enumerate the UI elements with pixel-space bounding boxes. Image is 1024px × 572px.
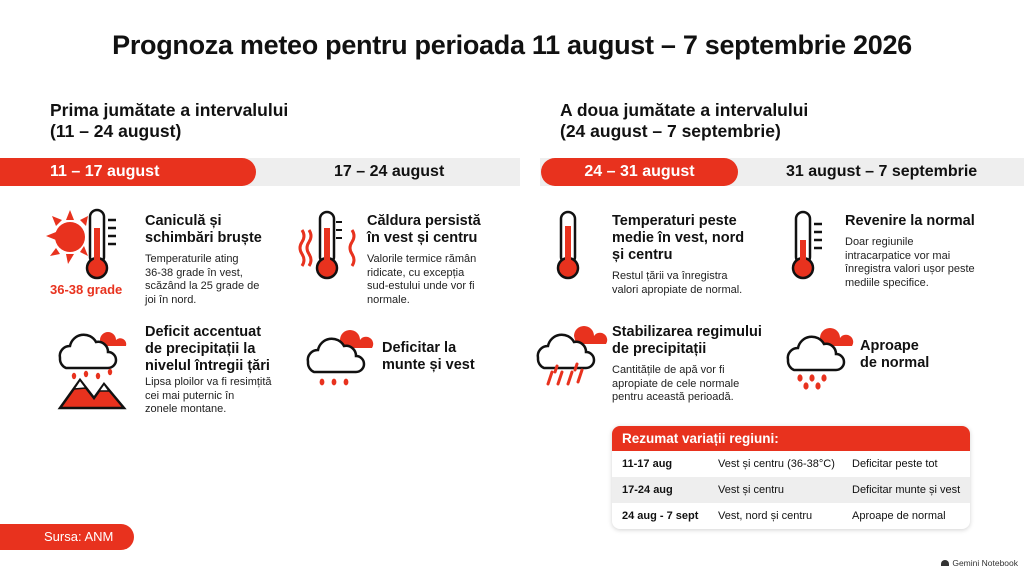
row-period: 24 aug - 7 sept <box>622 510 699 522</box>
heading-line: munte și vest <box>382 357 475 373</box>
heading-line: Caniculă și <box>145 213 222 229</box>
card-text <box>145 376 305 417</box>
heading-line: nivelul întregii țări <box>145 358 270 374</box>
text-line: Restul țării va înregistra <box>612 270 728 282</box>
tab-week-2: 17 – 24 august <box>334 163 445 180</box>
text-line: înregistra valori ușor peste <box>845 263 975 275</box>
card-text <box>612 364 782 405</box>
card-heading <box>145 213 295 247</box>
heading-line: schimbări bruște <box>145 230 262 246</box>
brand-text: Gemini Notebook <box>952 558 1018 568</box>
first-half-title <box>50 100 288 142</box>
cloud-heavy-rain-icon <box>532 322 608 390</box>
cloud-rain-icon <box>782 324 854 390</box>
card-heading <box>860 338 980 372</box>
text-line: valori apropiate de normal. <box>612 283 743 296</box>
week2-card-precipitation <box>382 340 502 374</box>
heading-line: Temperaturi peste <box>612 213 737 229</box>
heading-line: Aproape <box>860 338 919 354</box>
thermometer-icon <box>790 210 830 282</box>
week3-card-heat <box>612 213 772 297</box>
second-half-title-line2: (24 august – 7 septembrie) <box>560 121 781 141</box>
text-line: Cantitățile de apă vor fi <box>612 364 725 376</box>
card-text <box>845 236 995 290</box>
notebook-icon <box>941 560 949 566</box>
heading-line: Revenire la normal <box>845 213 975 229</box>
heading-line: de normal <box>860 355 930 371</box>
week4-card-precipitation <box>860 338 980 372</box>
heading-line: de precipitații <box>612 341 707 357</box>
page-title: Prognoza meteo pentru perioada 11 august – 7 septembrie 2026 <box>112 30 912 60</box>
row-precipitation: Deficitar munte și vest <box>852 484 961 496</box>
card-heading <box>145 324 305 375</box>
heading-line: medie în vest, nord <box>612 230 745 246</box>
card-heading <box>845 213 995 230</box>
first-half-title-line2: (11 – 24 august) <box>50 121 182 141</box>
tab-week-3: 24 – 31 august <box>541 158 738 186</box>
cloud-rain-icon <box>302 326 374 392</box>
mountains-icon <box>60 380 124 408</box>
text-line: 36-38 grade în vest, <box>145 266 243 279</box>
text-line: Lipsa ploilor va fi resimțită <box>145 376 272 388</box>
text-line: normale. <box>367 293 410 306</box>
table-row <box>612 451 970 477</box>
card-heading <box>367 213 517 247</box>
table-row <box>612 503 970 529</box>
text-line: pentru această perioadă. <box>612 391 734 403</box>
week4-card-heat <box>845 213 995 290</box>
text-line: sud-estului unde vor fi <box>367 280 475 292</box>
card-heading <box>382 340 502 374</box>
tab-week-4: 31 august – 7 septembrie <box>786 163 978 180</box>
first-half-title-line1: Prima jumătate a intervalului <box>50 100 289 120</box>
summary-title: Rezumat variații regiuni: <box>612 426 970 451</box>
week2-card-heat <box>367 213 517 307</box>
week3-card-precipitation <box>612 324 782 405</box>
heading-line: Stabilizarea regimului <box>612 324 762 340</box>
heading-line: de precipitații la <box>145 341 256 357</box>
row-precipitation: Aproape de normal <box>852 510 946 522</box>
text-line: intracarpatice vor mai <box>845 249 951 262</box>
text-line: joi în nord. <box>145 293 197 306</box>
thermometer-icon <box>555 210 589 282</box>
text-line: ridicate, cu excepția <box>367 266 465 279</box>
text-line: Temperaturile ating <box>145 253 239 265</box>
text-line: Valorile termice rămân <box>367 253 477 265</box>
cloud-rain-mountains-icon <box>52 322 132 412</box>
heading-line: și centru <box>612 247 673 263</box>
text-line: cei mai puternic în <box>145 389 235 402</box>
row-precipitation: Deficitar peste tot <box>852 458 938 470</box>
card-text <box>612 270 772 297</box>
heat-waves-thermometer-icon <box>298 210 360 282</box>
second-half-title-line1: A doua jumătate a intervalului <box>560 100 809 120</box>
table-row <box>612 477 970 503</box>
temperature-badge: 36-38 grade <box>50 282 123 297</box>
heading-line: Deficit accentuat <box>145 324 262 340</box>
text-line: Doar regiunile <box>845 236 914 248</box>
heading-line: Căldura persistă <box>367 213 481 229</box>
card-heading <box>612 324 782 358</box>
text-line: zonele montane. <box>145 403 227 415</box>
row-period: 17-24 aug <box>622 484 673 496</box>
row-temperature: Vest, nord și centru <box>718 510 813 522</box>
card-heading <box>612 213 772 264</box>
card-text <box>367 253 517 307</box>
week1-card-precipitation <box>145 324 305 417</box>
summary-table <box>612 426 970 529</box>
text-line: apropiate de cele normale <box>612 377 740 390</box>
row-temperature: Vest și centru (36-38°C) <box>718 458 835 470</box>
heading-line: Deficitar la <box>382 340 457 356</box>
brand-label <box>941 558 1018 568</box>
week1-card-heat <box>145 213 295 307</box>
tab-week-1: 11 – 17 august <box>0 158 256 186</box>
second-half-title <box>560 100 808 142</box>
row-period: 11-17 aug <box>622 458 673 470</box>
text-line: mediile specifice. <box>845 276 929 289</box>
row-temperature: Vest și centru <box>718 484 785 496</box>
heading-line: în vest și centru <box>367 230 478 246</box>
card-text <box>145 253 295 307</box>
thermometer-icon <box>82 208 122 282</box>
text-line: scăzând la 25 grade de <box>145 280 260 292</box>
source-label: Sursa: ANM <box>0 524 134 550</box>
